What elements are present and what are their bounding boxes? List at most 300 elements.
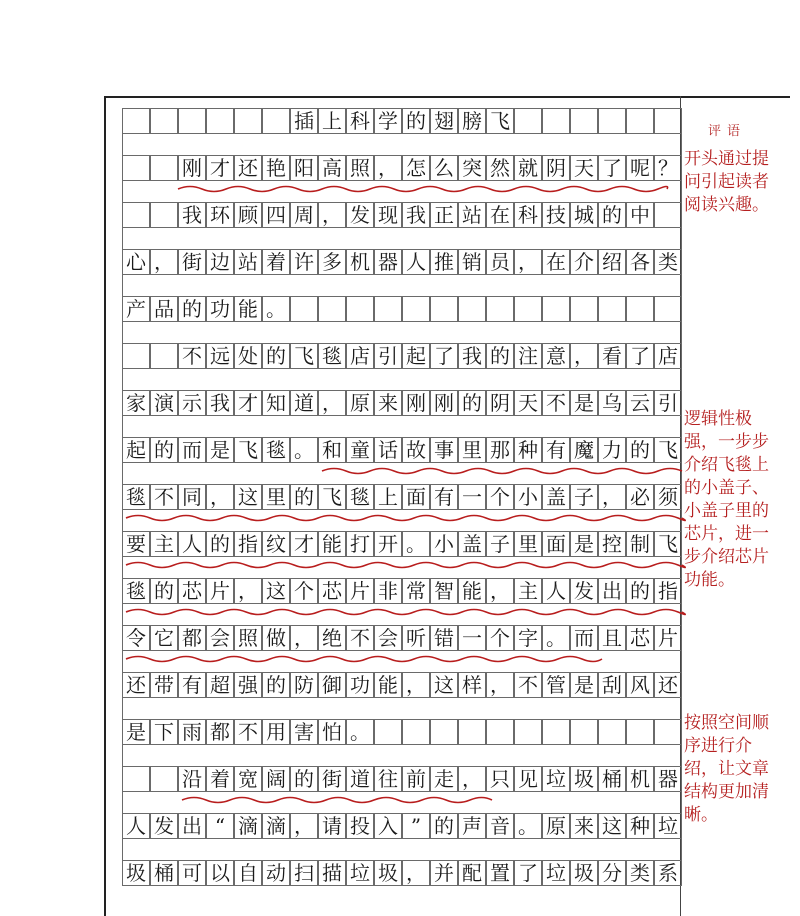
grid-char: ， (318, 202, 346, 228)
grid-char: 四 (262, 202, 290, 228)
grid-char: 滴 (262, 813, 290, 839)
grid-char: 来 (374, 390, 402, 416)
grid-char: “ (206, 813, 234, 839)
grid-char: 处 (234, 343, 262, 369)
grid-char: 强 (234, 672, 262, 698)
grid-char: 刮 (598, 672, 626, 698)
grid-char: 这 (234, 484, 262, 510)
grid-char: 只 (486, 766, 514, 792)
grid-char: 防 (290, 672, 318, 698)
grid-char: 做 (262, 625, 290, 651)
grid-char: 人 (402, 249, 430, 275)
grid-char: 一 (458, 625, 486, 651)
grid-char: 我 (402, 202, 430, 228)
grid-char: 子 (486, 531, 514, 557)
grid-char: 示 (178, 390, 206, 416)
grid-char: 这 (430, 672, 458, 698)
grid-char: 正 (430, 202, 458, 228)
grid-char: 顾 (234, 202, 262, 228)
grid-cell-empty (570, 108, 598, 134)
grid-char: 出 (178, 813, 206, 839)
row-gap (122, 228, 682, 249)
grid-char: 请 (318, 813, 346, 839)
grid-char: 看 (598, 343, 626, 369)
grid-char: ， (150, 249, 178, 275)
grid-char: 和 (318, 437, 346, 463)
grid-char: 天 (570, 155, 598, 181)
grid-char: 。 (402, 531, 430, 557)
grid-char: 是 (122, 719, 150, 745)
grid-cell-empty (626, 108, 654, 134)
grid-char: 下 (150, 719, 178, 745)
grid-char: 指 (654, 578, 682, 604)
row-gap (122, 181, 682, 202)
grid-char: 飞 (654, 531, 682, 557)
grid-cell-empty (346, 296, 374, 322)
grid-char: 绝 (318, 625, 346, 651)
grid-char: 知 (262, 390, 290, 416)
grid-char: 远 (206, 343, 234, 369)
grid-char: 宽 (234, 766, 262, 792)
row-gap (122, 651, 682, 672)
grid-char: 引 (374, 343, 402, 369)
grid-cell-empty (150, 202, 178, 228)
grid-char: ， (290, 813, 318, 839)
grid-char: 飞 (234, 437, 262, 463)
row-gap (122, 510, 682, 531)
grid-char: 机 (626, 766, 654, 792)
grid-char: 人 (122, 813, 150, 839)
grid-char: 还 (122, 672, 150, 698)
grid-char: 中 (626, 202, 654, 228)
grid-char: 人 (542, 578, 570, 604)
grid-char: 不 (178, 343, 206, 369)
grid-char: 照 (234, 625, 262, 651)
grid-char: 面 (402, 484, 430, 510)
grid-cell-empty (654, 202, 682, 228)
grid-char: 了 (598, 155, 626, 181)
grid-char: 各 (626, 249, 654, 275)
grid-char: 里 (514, 531, 542, 557)
grid-char: 扫 (290, 860, 318, 886)
grid-char: 类 (654, 249, 682, 275)
grid-char: 照 (346, 155, 374, 181)
grid-char: 上 (318, 108, 346, 134)
grid-char: 店 (346, 343, 374, 369)
grid-char: 刚 (402, 390, 430, 416)
grid-char: 是 (206, 437, 234, 463)
grid-char: 发 (150, 813, 178, 839)
row-gap (122, 134, 682, 155)
grid-cell-empty (402, 296, 430, 322)
grid-char: 而 (178, 437, 206, 463)
row-gap (122, 792, 682, 813)
grid-cell-empty (486, 296, 514, 322)
grid-cell-empty (542, 108, 570, 134)
grid-char: 意 (542, 343, 570, 369)
comment-1: 开头通过提问引起读者阅读兴趣。 (684, 149, 769, 215)
grid-char: 主 (150, 531, 178, 557)
grid-cell-empty (598, 719, 626, 745)
grid-char: 。 (262, 296, 290, 322)
grid-char: 字 (514, 625, 542, 651)
grid-char: 街 (318, 766, 346, 792)
grid-char: 见 (514, 766, 542, 792)
comment-3: 按照空间顺序进行介绍，让文章结构更加清晰。 (684, 713, 769, 825)
grid-char: 面 (542, 531, 570, 557)
row-gap (122, 557, 682, 578)
grid-char: 发 (570, 578, 598, 604)
grid-char: 。 (542, 625, 570, 651)
grid-char: 飞 (654, 437, 682, 463)
grid-char: 盖 (542, 484, 570, 510)
grid-char: 。 (514, 813, 542, 839)
grid-char: 令 (122, 625, 150, 651)
grid-char: ， (458, 766, 486, 792)
grid-char: 站 (234, 249, 262, 275)
grid-char: 管 (542, 672, 570, 698)
grid-char: 圾 (570, 766, 598, 792)
grid-cell-empty (150, 766, 178, 792)
grid-char: 童 (346, 437, 374, 463)
grid-char: 的 (150, 437, 178, 463)
grid-char: 我 (206, 390, 234, 416)
grid-char: 刚 (178, 155, 206, 181)
grid-char: ， (402, 672, 430, 698)
grid-char: 原 (542, 813, 570, 839)
grid-cell-empty (654, 296, 682, 322)
grid-char: 膀 (458, 108, 486, 134)
grid-char: 的 (262, 343, 290, 369)
grid-char: 还 (654, 672, 682, 698)
grid-char: 能 (374, 672, 402, 698)
grid-char: 艳 (262, 155, 290, 181)
grid-char: 毯 (318, 343, 346, 369)
grid-char: 城 (570, 202, 598, 228)
grid-char: 在 (542, 249, 570, 275)
grid-char: 制 (626, 531, 654, 557)
grid-char: 不 (150, 484, 178, 510)
grid-cell-empty (122, 343, 150, 369)
grid-cell-empty (542, 296, 570, 322)
grid-char: 乌 (598, 390, 626, 416)
grid-char: 分 (598, 860, 626, 886)
grid-char: 常 (402, 578, 430, 604)
row-gap (122, 275, 682, 296)
grid-char: 云 (626, 390, 654, 416)
grid-char: 种 (626, 813, 654, 839)
row-gap (122, 604, 682, 625)
row-gap (122, 322, 682, 343)
grid-char: 个 (486, 484, 514, 510)
grid-char: 飞 (486, 108, 514, 134)
grid-char: ， (486, 578, 514, 604)
grid-char: 置 (486, 860, 514, 886)
grid-char: 害 (290, 719, 318, 745)
grid-cell-empty (514, 296, 542, 322)
grid-char: 注 (514, 343, 542, 369)
grid-char: ， (514, 249, 542, 275)
grid-char: 不 (346, 625, 374, 651)
grid-char: ， (318, 390, 346, 416)
grid-char: 带 (150, 672, 178, 698)
grid-char: 高 (318, 155, 346, 181)
grid-char: 能 (234, 296, 262, 322)
grid-char: 御 (318, 672, 346, 698)
grid-char: 盖 (458, 531, 486, 557)
grid-char: 圾 (570, 860, 598, 886)
grid-char: 毯 (122, 484, 150, 510)
grid-cell-empty (570, 719, 598, 745)
grid-char: 现 (374, 202, 402, 228)
grid-char: 器 (654, 766, 682, 792)
grid-char: 的 (402, 108, 430, 134)
grid-char: 垃 (654, 813, 682, 839)
grid-char: 故 (402, 437, 430, 463)
grid-char: ， (206, 484, 234, 510)
grid-char: 才 (290, 531, 318, 557)
grid-char: 动 (262, 860, 290, 886)
grid-char: 话 (374, 437, 402, 463)
grid-char: 了 (514, 860, 542, 886)
grid-char: 滴 (234, 813, 262, 839)
grid-char: 技 (542, 202, 570, 228)
grid-char: 垃 (542, 860, 570, 886)
grid-cell-empty (514, 719, 542, 745)
grid-char: 种 (514, 437, 542, 463)
grid-char: 往 (374, 766, 402, 792)
grid-char: 主 (514, 578, 542, 604)
grid-cell-empty (206, 108, 234, 134)
grid-char: 风 (626, 672, 654, 698)
grid-char: 起 (402, 343, 430, 369)
grid-char: 出 (598, 578, 626, 604)
grid-char: 插 (290, 108, 318, 134)
grid-char: 站 (458, 202, 486, 228)
grid-char: 圾 (122, 860, 150, 886)
grid-char: 有 (430, 484, 458, 510)
grid-char: 前 (402, 766, 430, 792)
row-gap (122, 745, 682, 766)
grid-char: 魔 (570, 437, 598, 463)
row-gap (122, 698, 682, 719)
grid-char: 道 (346, 766, 374, 792)
grid-char: 都 (178, 625, 206, 651)
grid-char: 么 (430, 155, 458, 181)
grid-char: 然 (486, 155, 514, 181)
grid-char: 投 (346, 813, 374, 839)
grid-cell-empty (374, 719, 402, 745)
grid-char: 用 (262, 719, 290, 745)
grid-char: 它 (150, 625, 178, 651)
grid-char: 自 (234, 860, 262, 886)
grid-cell-empty (374, 296, 402, 322)
grid-char: ， (234, 578, 262, 604)
grid-char: 刚 (430, 390, 458, 416)
grid-char: 芯 (318, 578, 346, 604)
grid-char: 在 (486, 202, 514, 228)
row-gap (122, 463, 682, 484)
grid-char: 的 (150, 578, 178, 604)
grid-char: 能 (318, 531, 346, 557)
grid-char: 错 (430, 625, 458, 651)
grid-cell-empty (122, 108, 150, 134)
grid-char: 我 (178, 202, 206, 228)
grid-char: 毯 (122, 578, 150, 604)
grid-char: 的 (262, 672, 290, 698)
grid-char: 毯 (346, 484, 374, 510)
grid-cell-empty (122, 155, 150, 181)
grid-char: 不 (514, 672, 542, 698)
grid-cell-empty (626, 719, 654, 745)
grid-char: 。 (346, 719, 374, 745)
grid-char: 这 (262, 578, 290, 604)
grid-char: 品 (150, 296, 178, 322)
grid-cell-empty (430, 296, 458, 322)
grid-char: 会 (374, 625, 402, 651)
grid-cell-empty (598, 108, 626, 134)
grid-cell-empty (570, 296, 598, 322)
grid-char: 非 (374, 578, 402, 604)
grid-cell-empty (626, 296, 654, 322)
grid-char: 的 (458, 390, 486, 416)
grid-char: 的 (178, 296, 206, 322)
grid-char: 的 (290, 766, 318, 792)
grid-char: 原 (346, 390, 374, 416)
row-gap (122, 369, 682, 390)
grid-char: 的 (626, 578, 654, 604)
grid-char: 听 (402, 625, 430, 651)
grid-char: 音 (486, 813, 514, 839)
grid-char: 必 (626, 484, 654, 510)
grid-char: 有 (542, 437, 570, 463)
grid-cell-empty (122, 766, 150, 792)
grid-cell-empty (150, 343, 178, 369)
grid-char: 周 (290, 202, 318, 228)
grid-char: 一 (458, 484, 486, 510)
grid-char: 来 (570, 813, 598, 839)
grid-char: 不 (234, 719, 262, 745)
grid-char: 阔 (262, 766, 290, 792)
grid-char: 片 (346, 578, 374, 604)
grid-cell-empty (318, 296, 346, 322)
grid-char: 圾 (374, 860, 402, 886)
grid-char: 产 (122, 296, 150, 322)
grid-char: 桶 (150, 860, 178, 886)
grid-char: 就 (514, 155, 542, 181)
grid-char: 阴 (542, 155, 570, 181)
grid-char: 起 (122, 437, 150, 463)
grid-char: 的 (290, 484, 318, 510)
grid-char: 是 (570, 390, 598, 416)
grid-char: 打 (346, 531, 374, 557)
grid-char: 推 (430, 249, 458, 275)
grid-cell-empty (542, 719, 570, 745)
row-gap (122, 416, 682, 437)
grid-char: 的 (206, 531, 234, 557)
grid-char: 科 (346, 108, 374, 134)
grid-char: 突 (458, 155, 486, 181)
grid-char: 类 (626, 860, 654, 886)
grid-char: 垃 (542, 766, 570, 792)
grid-char: 科 (514, 202, 542, 228)
grid-char: 描 (318, 860, 346, 886)
grid-char: 里 (458, 437, 486, 463)
grid-char: 能 (458, 578, 486, 604)
grid-char: ” (402, 813, 430, 839)
grid-cell-empty (514, 108, 542, 134)
grid-char: 控 (598, 531, 626, 557)
grid-char: 片 (206, 578, 234, 604)
grid-char: 是 (570, 672, 598, 698)
grid-char: 有 (178, 672, 206, 698)
grid-char: 飞 (318, 484, 346, 510)
row-gap (122, 839, 682, 860)
grid-cell-empty (150, 108, 178, 134)
grid-cell-empty (598, 296, 626, 322)
grid-cell-empty (150, 155, 178, 181)
comment-2: 逻辑性极强，一步步介绍飞毯上的小盖子、小盖子里的芯片，进一步介绍芯片功能。 (684, 409, 769, 590)
grid-cell-empty (234, 108, 262, 134)
grid-char: 指 (234, 531, 262, 557)
grid-char: 发 (346, 202, 374, 228)
grid-char: 而 (570, 625, 598, 651)
grid-char: 同 (178, 484, 206, 510)
grid-char: 芯 (178, 578, 206, 604)
grid-cell-empty (402, 719, 430, 745)
grid-char: 智 (430, 578, 458, 604)
grid-char: 里 (262, 484, 290, 510)
grid-char: ， (402, 860, 430, 886)
grid-char: 怎 (402, 155, 430, 181)
grid-cell-empty (486, 719, 514, 745)
grid-char: 才 (234, 390, 262, 416)
grid-char: 呢 (626, 155, 654, 181)
grid-char: 介 (570, 249, 598, 275)
grid-char: 入 (374, 813, 402, 839)
grid-char: 不 (542, 390, 570, 416)
grid-char: 街 (178, 249, 206, 275)
grid-char: 功 (206, 296, 234, 322)
grid-char: 个 (486, 625, 514, 651)
grid-char: 并 (430, 860, 458, 886)
grid-char: ， (486, 672, 514, 698)
grid-char: ， (290, 625, 318, 651)
grid-char: 了 (626, 343, 654, 369)
grid-char: 开 (374, 531, 402, 557)
grid-char: 桶 (598, 766, 626, 792)
grid-char: 演 (150, 390, 178, 416)
grid-cell-empty (458, 719, 486, 745)
grid-char: 的 (598, 202, 626, 228)
grid-char: 且 (598, 625, 626, 651)
grid-char: 员 (486, 249, 514, 275)
grid-cell-empty (290, 296, 318, 322)
grid-char: 要 (122, 531, 150, 557)
grid-cell-empty (178, 108, 206, 134)
grid-char: 着 (262, 249, 290, 275)
grid-char: 会 (206, 625, 234, 651)
grid-char: 引 (654, 390, 682, 416)
grid-char: 子 (570, 484, 598, 510)
grid-char: 还 (234, 155, 262, 181)
grid-char: 绍 (598, 249, 626, 275)
grid-char: 阳 (290, 155, 318, 181)
grid-char: 超 (206, 672, 234, 698)
grid-char: 可 (178, 860, 206, 886)
grid-char: 许 (290, 249, 318, 275)
grid-char: 小 (514, 484, 542, 510)
